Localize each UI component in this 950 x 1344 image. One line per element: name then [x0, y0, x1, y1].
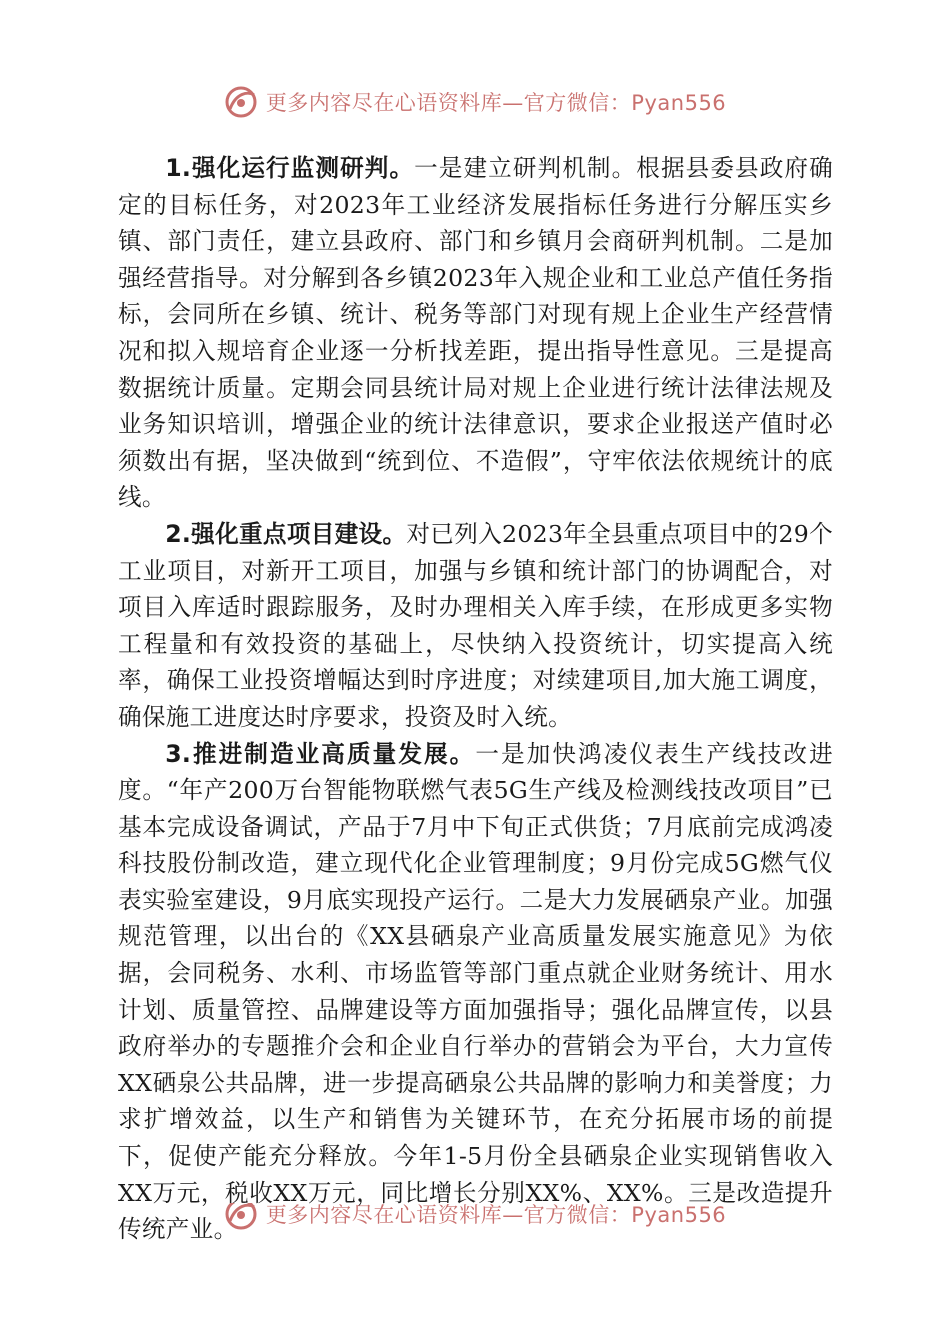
paragraph-1-text: 一是建立研判机制。根据县委县政府确定的目标任务，对2023年工业经济发展指标任务进行分解压实乡镇、部门责任，建立县政府、部门和乡镇月会商研判机制。二是加强经营指导。对分解到各乡镇2023年入规企业和工业总产值任务指标，会同所在乡镇、统计、税务等部门对现有规上企业生产经营情况和拟入规培育企业逐一分析找差距，提出指导性意见。三是提高数据统计质量。定期会同县统计局对规上企业进行统计法律法规及业务知识培训，增强企业的统计法律意识，要求企业报送产值时必须数出有据，坚决做到“统到位、不造假”，守牢依法依规统计的底线。	[118, 154, 833, 512]
footer-watermark-text: 更多内容尽在心语资料库—官方微信：Pyan556	[265, 1203, 727, 1227]
paragraph-3-text: 一是加快鸿凌仪表生产线技改进度。“年产200万台智能物联燃气表5G生产线及检测线技改项目”已基本完成设备调试，产品于7月中下旬正式供货；7月底前完成鸿凌科技股份制改造，建立现代化企业管理制度；9月份完成5G燃气仪表实验室建设，9月底实现投产运行。二是大力发展硒泉产业。加强规范管理，以出台的《XX县硒泉产业高质量发展实施意见》为依据，会同税务、水利、市场监管等部门重点就企业财务统计、用水计划、质量管控、品牌建设等方面加强指导；强化品牌宣传，以县政府举办的专题推介会和企业自行举办的营销会为平台，大力宣传XX硒泉公共品牌，进一步提高硒泉公共品牌的影响力和美誉度；力求扩增效益，以生产和销售为关键环节，在充分拓展市场的前提下，促使产能充分释放。今年1-5月份全县硒泉企业实现销售收入XX万元，税收XX万元，同比增长分别XX%、XX%。三是改造提升传统产业。	[118, 739, 834, 1244]
paragraph-2	[118, 516, 833, 736]
paragraph-2-text: 对已列入2023年全县重点项目中的29个工业项目，对新开工项目，加强与乡镇和统计部门的协调配合，对项目入库适时跟踪服务，及时办理相关入库手续，在形成更多实物工程量和有效投资的基础上，尽快纳入投资统计，切实提高入统率，确保工业投资增幅达到时序进度；对续建项目,加大施工调度，确保施工进度达时序要求，投资及时入统。	[118, 519, 833, 731]
brand-logo-icon	[224, 85, 258, 119]
paragraph-2-heading: 2.强化重点项目建设。	[165, 519, 407, 548]
header-watermark	[0, 82, 950, 122]
header-watermark-text: 更多内容尽在心语资料库—官方微信：Pyan556	[265, 91, 727, 115]
paragraph-3-heading: 3.推进制造业高质量发展。	[165, 739, 476, 768]
document-body	[118, 150, 833, 1248]
paragraph-1-heading: 1.强化运行监测研判。	[165, 154, 415, 182]
footer-watermark	[0, 1203, 950, 1237]
brand-logo-icon	[224, 1203, 258, 1231]
paragraph-3	[118, 736, 833, 1248]
paragraph-1	[118, 150, 833, 516]
